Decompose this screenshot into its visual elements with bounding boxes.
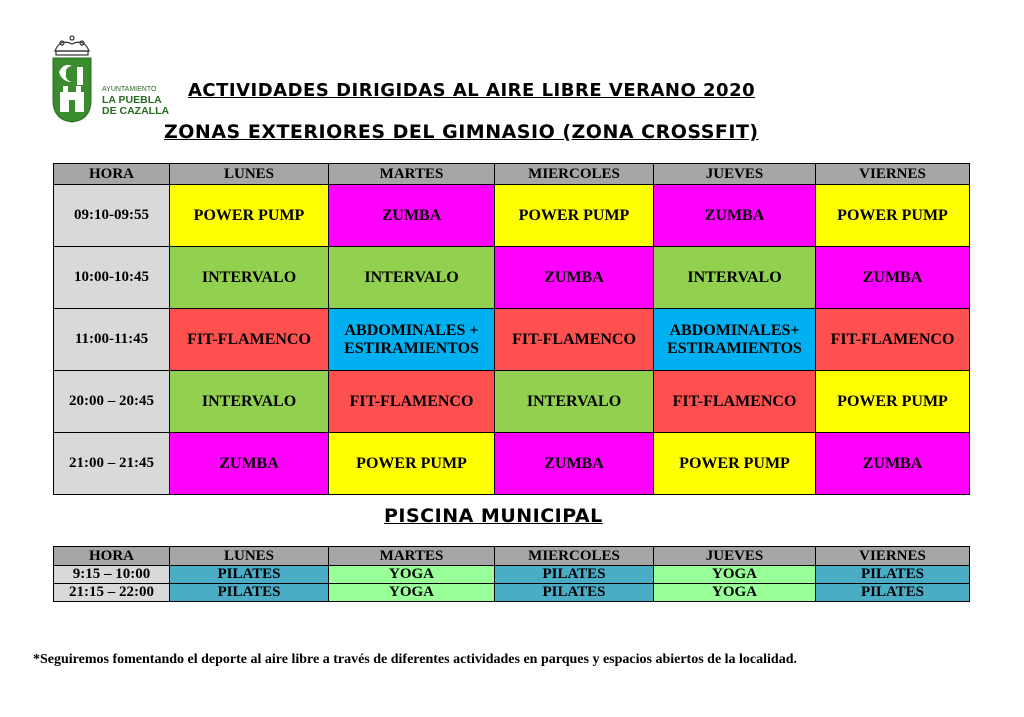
table-row: [54, 247, 970, 309]
table-row: [54, 584, 970, 602]
activity-cell: PILATES: [495, 584, 654, 602]
hour-cell: 20:00 – 20:45: [54, 371, 170, 433]
activity-cell: ABDOMINALES+ ESTIRAMIENTOS: [654, 309, 816, 371]
logo-line3: DE CAZALLA: [102, 105, 170, 117]
header-martes: MARTES: [329, 547, 495, 566]
table-row: [54, 185, 970, 247]
hour-cell: 11:00-11:45: [54, 309, 170, 371]
header-lunes: LUNES: [170, 164, 329, 185]
hour-cell: 21:00 – 21:45: [54, 433, 170, 495]
header-jueves: JUEVES: [654, 164, 816, 185]
activity-cell: ZUMBA: [816, 433, 970, 495]
activity-cell: ABDOMINALES + ESTIRAMIENTOS: [329, 309, 495, 371]
activity-cell: ZUMBA: [495, 247, 654, 309]
activity-cell: POWER PUMP: [816, 371, 970, 433]
activity-cell: ZUMBA: [170, 433, 329, 495]
header-lunes: LUNES: [170, 547, 329, 566]
activity-cell: YOGA: [329, 584, 495, 602]
activity-cell: PILATES: [170, 584, 329, 602]
header-viernes: VIERNES: [816, 164, 970, 185]
header-miercoles: MIERCOLES: [495, 547, 654, 566]
logo-line2: LA PUEBLA: [102, 94, 162, 106]
activity-cell: FIT-FLAMENCO: [329, 371, 495, 433]
activity-cell: POWER PUMP: [654, 433, 816, 495]
activity-cell: PILATES: [495, 566, 654, 584]
header-hora: HORA: [54, 547, 170, 566]
table-row: [54, 309, 970, 371]
activity-cell: YOGA: [654, 566, 816, 584]
pool-title: PISCINA MUNICIPAL: [384, 505, 603, 527]
activity-cell: POWER PUMP: [495, 185, 654, 247]
header-viernes: VIERNES: [816, 547, 970, 566]
table-header-row: [54, 547, 970, 566]
activity-cell: PILATES: [816, 584, 970, 602]
town-logo: [50, 34, 180, 124]
activity-cell: YOGA: [654, 584, 816, 602]
activity-cell: INTERVALO: [170, 371, 329, 433]
pool-schedule-table: [53, 546, 970, 602]
activity-cell: INTERVALO: [329, 247, 495, 309]
header-jueves: JUEVES: [654, 547, 816, 566]
activity-cell: YOGA: [329, 566, 495, 584]
activity-cell: INTERVALO: [170, 247, 329, 309]
hour-cell: 10:00-10:45: [54, 247, 170, 309]
header-miercoles: MIERCOLES: [495, 164, 654, 185]
activity-cell: FIT-FLAMENCO: [495, 309, 654, 371]
activity-cell: ZUMBA: [329, 185, 495, 247]
footnote: *Seguiremos fomentando el deporte al aire libre a través de diferentes actividades en parques y espacios abiertos de la localidad.: [33, 652, 797, 667]
activity-cell: POWER PUMP: [816, 185, 970, 247]
hour-cell: 9:15 – 10:00: [54, 566, 170, 584]
table-row: [54, 433, 970, 495]
table-header-row: [54, 164, 970, 185]
activity-cell: PILATES: [170, 566, 329, 584]
hour-cell: 21:15 – 22:00: [54, 584, 170, 602]
activity-cell: FIT-FLAMENCO: [816, 309, 970, 371]
activity-cell: POWER PUMP: [329, 433, 495, 495]
header-hora: HORA: [54, 164, 170, 185]
activity-cell: FIT-FLAMENCO: [654, 371, 816, 433]
hour-cell: 09:10-09:55: [54, 185, 170, 247]
activity-cell: ZUMBA: [816, 247, 970, 309]
activity-cell: POWER PUMP: [170, 185, 329, 247]
zone-title: ZONAS EXTERIORES DEL GIMNASIO (ZONA CROSSFIT): [164, 121, 759, 143]
logo-line1: AYUNTAMIENTO: [102, 86, 157, 93]
activity-cell: PILATES: [816, 566, 970, 584]
activity-cell: ZUMBA: [654, 185, 816, 247]
activity-cell: ZUMBA: [495, 433, 654, 495]
activity-cell: INTERVALO: [495, 371, 654, 433]
main-title: ACTIVIDADES DIRIGIDAS AL AIRE LIBRE VERANO 2020: [188, 80, 756, 101]
table-row: [54, 371, 970, 433]
activity-cell: FIT-FLAMENCO: [170, 309, 329, 371]
activity-cell: INTERVALO: [654, 247, 816, 309]
gym-schedule-table: [53, 163, 970, 495]
table-row: [54, 566, 970, 584]
header-martes: MARTES: [329, 164, 495, 185]
